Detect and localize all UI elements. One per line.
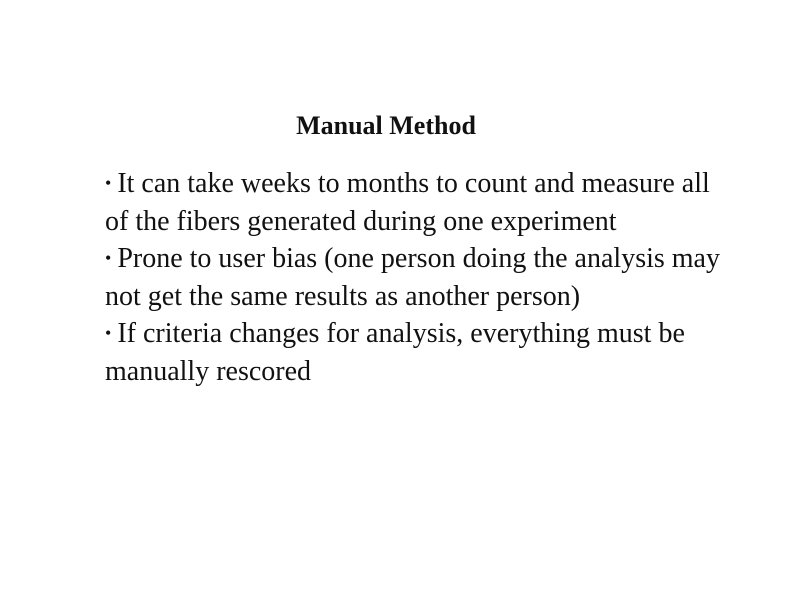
bullet-item bbox=[105, 315, 725, 390]
bullet-text: Prone to user bias (one person doing the analysis may not get the same results as another person) bbox=[105, 243, 720, 312]
bullet-item bbox=[105, 240, 725, 315]
bullet-icon: • bbox=[105, 323, 112, 343]
bullet-icon: • bbox=[105, 173, 112, 193]
bullet-icon: • bbox=[105, 248, 112, 268]
slide-title: Manual Method bbox=[296, 111, 476, 140]
bullet-text: It can take weeks to months to count and measure all of the fibers generated during one experiment bbox=[105, 168, 710, 237]
bullet-list bbox=[105, 165, 725, 390]
bullet-item bbox=[105, 165, 725, 240]
bullet-text: If criteria changes for analysis, everything must be manually rescored bbox=[105, 318, 685, 387]
